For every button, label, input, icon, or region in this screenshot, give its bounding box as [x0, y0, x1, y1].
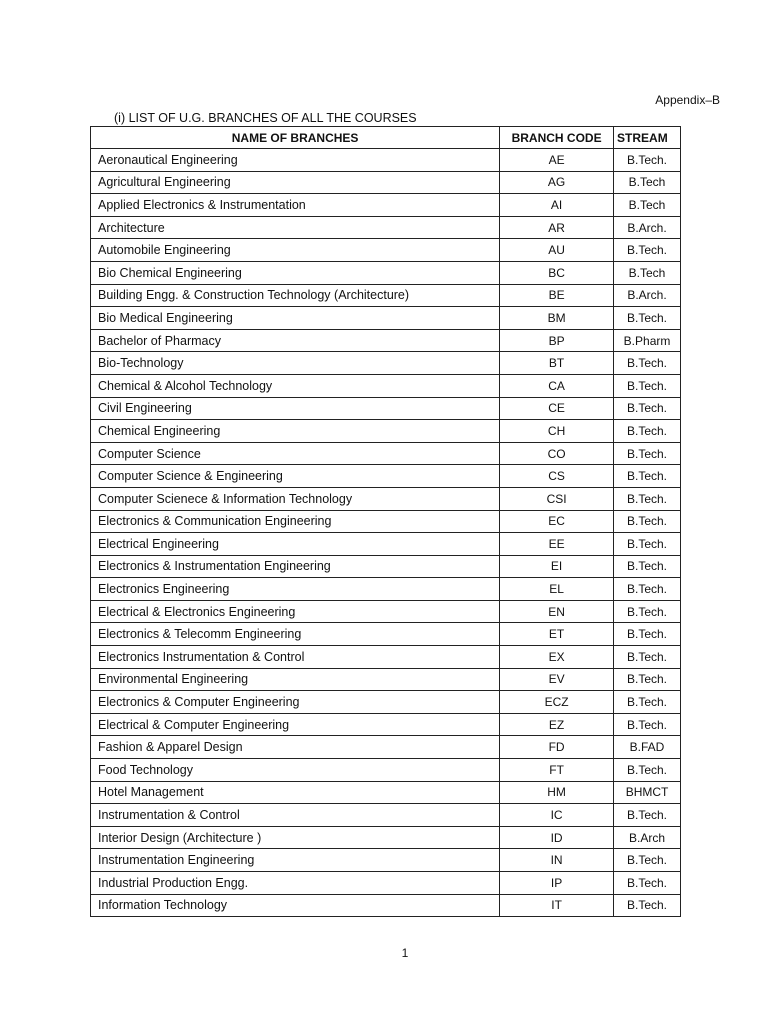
branch-name-cell: Hotel Management — [91, 781, 500, 804]
branch-name-cell: Electronics & Telecomm Engineering — [91, 623, 500, 646]
branch-name-cell: Food Technology — [91, 759, 500, 782]
branch-code-cell: BP — [500, 329, 614, 352]
branch-name-cell: Automobile Engineering — [91, 239, 500, 262]
stream-cell: B.Tech — [614, 261, 681, 284]
table-row — [91, 329, 681, 352]
stream-cell: B.Tech. — [614, 691, 681, 714]
branch-code-cell: CS — [500, 465, 614, 488]
branch-code-cell: CA — [500, 374, 614, 397]
table-header-row — [91, 127, 681, 149]
table-row — [91, 487, 681, 510]
stream-cell: B.Tech. — [614, 759, 681, 782]
branch-name-cell: Computer Scienece & Information Technology — [91, 487, 500, 510]
stream-cell: B.Tech. — [614, 555, 681, 578]
branch-code-cell: CE — [500, 397, 614, 420]
branch-name-cell: Bio Chemical Engineering — [91, 261, 500, 284]
table-row — [91, 691, 681, 714]
stream-cell: B.Tech. — [614, 894, 681, 917]
table-row — [91, 849, 681, 872]
branch-name-cell: Fashion & Apparel Design — [91, 736, 500, 759]
branch-code-cell: FT — [500, 759, 614, 782]
branch-code-cell: CH — [500, 420, 614, 443]
branch-name-cell: Computer Science & Engineering — [91, 465, 500, 488]
branch-code-cell: CSI — [500, 487, 614, 510]
stream-cell: B.Tech. — [614, 533, 681, 556]
branch-name-cell: Bachelor of Pharmacy — [91, 329, 500, 352]
branch-code-cell: BT — [500, 352, 614, 375]
header-name-of-branches: NAME OF BRANCHES — [91, 127, 500, 149]
branch-code-cell: IC — [500, 804, 614, 827]
branch-name-cell: Civil Engineering — [91, 397, 500, 420]
appendix-label: Appendix–B — [655, 93, 720, 107]
stream-cell: B.Tech. — [614, 623, 681, 646]
branch-name-cell: Chemical Engineering — [91, 420, 500, 443]
branch-code-cell: IP — [500, 872, 614, 895]
branch-code-cell: BC — [500, 261, 614, 284]
branch-code-cell: HM — [500, 781, 614, 804]
branch-code-cell: AR — [500, 216, 614, 239]
branch-code-cell: AI — [500, 194, 614, 217]
branch-name-cell: Electronics & Computer Engineering — [91, 691, 500, 714]
table-row — [91, 578, 681, 601]
stream-cell: B.Tech. — [614, 239, 681, 262]
branch-code-cell: EC — [500, 510, 614, 533]
stream-cell: B.Tech. — [614, 872, 681, 895]
branch-name-cell: Electrical & Computer Engineering — [91, 713, 500, 736]
stream-cell: B.Tech. — [614, 149, 681, 172]
stream-cell: B.Tech — [614, 194, 681, 217]
table-row — [91, 736, 681, 759]
stream-cell: B.Pharm — [614, 329, 681, 352]
branch-code-cell: ID — [500, 826, 614, 849]
branch-name-cell: Electronics & Communication Engineering — [91, 510, 500, 533]
page-number: 1 — [401, 946, 409, 960]
table-row — [91, 600, 681, 623]
branch-name-cell: Building Engg. & Construction Technology (Architecture) — [91, 284, 500, 307]
stream-cell: B.Tech. — [614, 668, 681, 691]
stream-cell: B.Tech. — [614, 600, 681, 623]
branch-code-cell: EE — [500, 533, 614, 556]
table-row — [91, 397, 681, 420]
branch-code-cell: EI — [500, 555, 614, 578]
table-row — [91, 510, 681, 533]
branch-name-cell: Environmental Engineering — [91, 668, 500, 691]
branch-name-cell: Electrical Engineering — [91, 533, 500, 556]
branch-code-cell: ECZ — [500, 691, 614, 714]
table-row — [91, 781, 681, 804]
stream-cell: B.Tech. — [614, 442, 681, 465]
branch-name-cell: Chemical & Alcohol Technology — [91, 374, 500, 397]
branch-name-cell: Applied Electronics & Instrumentation — [91, 194, 500, 217]
branch-code-cell: AG — [500, 171, 614, 194]
table-row — [91, 307, 681, 330]
table-row — [91, 533, 681, 556]
branch-name-cell: Electrical & Electronics Engineering — [91, 600, 500, 623]
branch-code-cell: IT — [500, 894, 614, 917]
stream-cell: B.Arch. — [614, 216, 681, 239]
branch-code-cell: EZ — [500, 713, 614, 736]
table-row — [91, 216, 681, 239]
header-stream: STREAM — [614, 127, 681, 149]
branch-code-cell: ET — [500, 623, 614, 646]
branch-code-cell: AU — [500, 239, 614, 262]
table-row — [91, 171, 681, 194]
stream-cell: B.Tech. — [614, 713, 681, 736]
branch-name-cell: Electronics Engineering — [91, 578, 500, 601]
stream-cell: B.Tech. — [614, 397, 681, 420]
branch-name-cell: Electronics & Instrumentation Engineering — [91, 555, 500, 578]
branch-name-cell: Instrumentation & Control — [91, 804, 500, 827]
branch-name-cell: Aeronautical Engineering — [91, 149, 500, 172]
table-row — [91, 284, 681, 307]
branch-code-cell: IN — [500, 849, 614, 872]
stream-cell: B.Tech. — [614, 646, 681, 669]
table-row — [91, 555, 681, 578]
stream-cell: B.Tech. — [614, 804, 681, 827]
stream-cell: B.Tech. — [614, 487, 681, 510]
branch-name-cell: Instrumentation Engineering — [91, 849, 500, 872]
table-heading: (i) LIST OF U.G. BRANCHES OF ALL THE COURSES — [114, 111, 417, 125]
branch-name-cell: Architecture — [91, 216, 500, 239]
branch-name-cell: Industrial Production Engg. — [91, 872, 500, 895]
table-row — [91, 239, 681, 262]
table-row — [91, 374, 681, 397]
branch-name-cell: Agricultural Engineering — [91, 171, 500, 194]
branch-name-cell: Interior Design (Architecture ) — [91, 826, 500, 849]
branch-code-cell: CO — [500, 442, 614, 465]
table-row — [91, 442, 681, 465]
branch-code-cell: BE — [500, 284, 614, 307]
branch-code-cell: EX — [500, 646, 614, 669]
branch-code-cell: FD — [500, 736, 614, 759]
branch-code-cell: EN — [500, 600, 614, 623]
table-row — [91, 352, 681, 375]
table-row — [91, 713, 681, 736]
stream-cell: B.Tech. — [614, 578, 681, 601]
stream-cell: B.Arch — [614, 826, 681, 849]
stream-cell: B.Tech. — [614, 307, 681, 330]
branches-table — [90, 126, 681, 917]
branch-code-cell: AE — [500, 149, 614, 172]
branch-code-cell: EV — [500, 668, 614, 691]
branch-name-cell: Bio Medical Engineering — [91, 307, 500, 330]
branch-name-cell: Information Technology — [91, 894, 500, 917]
stream-cell: B.FAD — [614, 736, 681, 759]
branch-name-cell: Electronics Instrumentation & Control — [91, 646, 500, 669]
table-row — [91, 149, 681, 172]
stream-cell: B.Tech. — [614, 510, 681, 533]
table-row — [91, 623, 681, 646]
stream-cell: B.Tech. — [614, 849, 681, 872]
branch-name-cell: Computer Science — [91, 442, 500, 465]
stream-cell: B.Arch. — [614, 284, 681, 307]
table-row — [91, 194, 681, 217]
stream-cell: BHMCT — [614, 781, 681, 804]
table-row — [91, 894, 681, 917]
stream-cell: B.Tech. — [614, 352, 681, 375]
table-row — [91, 465, 681, 488]
table-row — [91, 646, 681, 669]
stream-cell: B.Tech — [614, 171, 681, 194]
table-row — [91, 668, 681, 691]
table-row — [91, 804, 681, 827]
table-row — [91, 420, 681, 443]
branch-name-cell: Bio-Technology — [91, 352, 500, 375]
stream-cell: B.Tech. — [614, 420, 681, 443]
branch-code-cell: BM — [500, 307, 614, 330]
branch-code-cell: EL — [500, 578, 614, 601]
stream-cell: B.Tech. — [614, 465, 681, 488]
stream-cell: B.Tech. — [614, 374, 681, 397]
table-row — [91, 826, 681, 849]
table-row — [91, 759, 681, 782]
table-row — [91, 261, 681, 284]
table-row — [91, 872, 681, 895]
header-branch-code: BRANCH CODE — [500, 127, 614, 149]
